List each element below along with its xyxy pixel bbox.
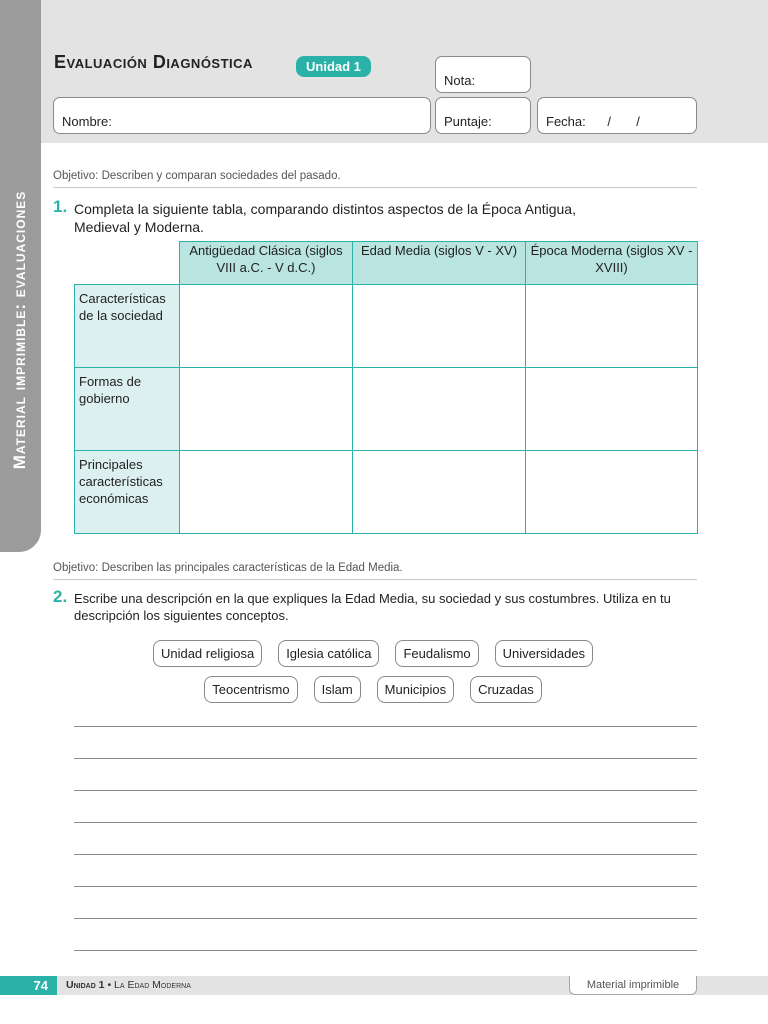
concept-chip: Cruzadas [470,676,542,703]
concept-chip: Universidades [495,640,593,667]
unit-badge: Unidad 1 [296,56,371,77]
puntaje-field[interactable] [435,97,531,134]
sidebar-label: Material imprimible: evaluaciones [10,190,29,470]
writing-line[interactable] [74,790,697,791]
concept-chip: Feudalismo [395,640,478,667]
question-2-text: Escribe una descripción en la que expliques la Edad Media, su sociedad y sus costumbres. Utiliza en tu descripción los siguientes conceptos. [74,591,671,623]
comparison-table [74,241,698,534]
answer-cell[interactable] [526,368,698,451]
table-row [75,285,698,368]
answer-cell[interactable] [353,285,526,368]
footer-unit [66,979,191,991]
fecha-field[interactable] [537,97,697,134]
nombre-field[interactable] [53,97,431,134]
row-header: Características de la sociedad [75,285,180,368]
column-header: Época Moderna (siglos XV - XVIII) [526,242,698,285]
footer-unit-title: La Edad Moderna [114,979,191,991]
writing-line[interactable] [74,822,697,823]
row-header: Principales características económicas [75,451,180,534]
table-header-row [75,242,698,285]
table-row [75,451,698,534]
question-1-number: 1. [53,197,68,216]
footer-unit-label: Unidad 1 [66,979,105,991]
sidebar-tab [0,0,41,552]
answer-cell[interactable] [353,368,526,451]
footer-separator: • [107,979,112,991]
answer-cell[interactable] [526,451,698,534]
answer-cell[interactable] [526,285,698,368]
concept-chip: Teocentrismo [204,676,297,703]
concept-chip: Iglesia católica [278,640,379,667]
nota-field[interactable] [435,56,531,93]
answer-cell[interactable] [353,451,526,534]
question-2-number: 2. [53,587,68,606]
concept-chip: Municipios [377,676,454,703]
concepts-row-1 [35,640,711,667]
writing-line[interactable] [74,758,697,759]
answer-cell[interactable] [180,285,353,368]
concept-chip: Islam [314,676,361,703]
column-header: Edad Media (siglos V - XV) [353,242,526,285]
writing-line[interactable] [74,886,697,887]
puntaje-label: Puntaje: [444,114,492,129]
page-title: Evaluación Diagnóstica [54,52,253,72]
question-1-text: Completa la siguiente tabla, comparando distintos aspectos de la Época Antigua, Medieval y Moderna. [74,201,576,235]
column-header: Antigüedad Clásica (siglos VIII a.C. - V d.C.) [180,242,353,285]
page-number: 74 [0,976,57,995]
writing-line[interactable] [74,950,697,951]
objective-1: Objetivo: Describen y comparan sociedades del pasado. [53,170,697,188]
nombre-label: Nombre: [62,114,112,129]
fecha-label: Fecha: / / [546,114,640,129]
writing-line[interactable] [74,918,697,919]
writing-line[interactable] [74,854,697,855]
answer-cell[interactable] [180,451,353,534]
footer-tag: Material imprimible [569,976,697,995]
nota-label: Nota: [444,73,476,88]
concepts-row-2 [35,676,711,703]
table-row [75,368,698,451]
concept-chip: Unidad religiosa [153,640,262,667]
writing-line[interactable] [74,726,697,727]
objective-2: Objetivo: Describen las principales características de la Edad Media. [53,562,697,580]
table-corner [75,242,180,285]
row-header: Formas de gobierno [75,368,180,451]
answer-cell[interactable] [180,368,353,451]
